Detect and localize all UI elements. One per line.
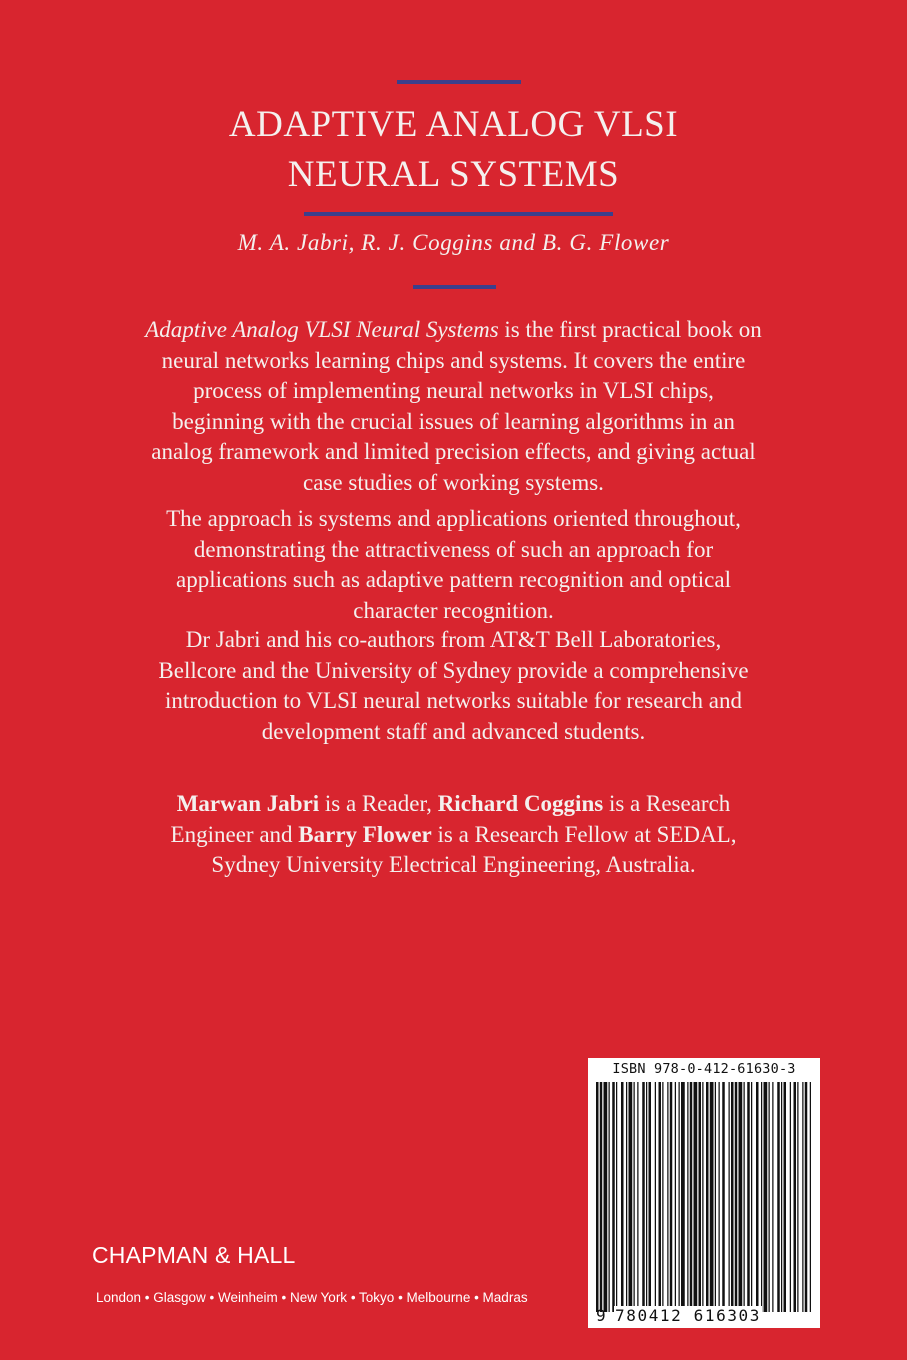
barcode-bar [662, 1082, 663, 1312]
barcode-bar [609, 1082, 610, 1312]
authors: M. A. Jabri, R. J. Coggins and B. G. Flower [237, 230, 670, 255]
barcode-bar [772, 1082, 773, 1312]
authors-rule [413, 285, 496, 289]
barcode-bar [715, 1082, 716, 1312]
barcode-bar [629, 1082, 633, 1312]
barcode-bar [739, 1082, 743, 1312]
barcode-bar [655, 1082, 656, 1312]
barcode-bar [667, 1082, 668, 1312]
barcode-bar [802, 1082, 803, 1312]
barcode-bar [747, 1082, 750, 1312]
barcode-bar [722, 1082, 725, 1312]
book-title-italic: Adaptive Analog VLSI Neural Systems [145, 317, 499, 342]
barcode-bar [729, 1082, 730, 1312]
barcode-bar [690, 1082, 693, 1312]
barcode-bar [699, 1082, 702, 1312]
barcode-bar [642, 1082, 645, 1312]
barcode-bar [781, 1082, 782, 1312]
publisher-name: CHAPMAN & HALL [92, 1242, 296, 1268]
barcode-bars [596, 1082, 812, 1312]
barcode-bar [626, 1082, 627, 1312]
top-rule [397, 80, 521, 84]
barcode-bar [744, 1082, 745, 1312]
title-line-1: ADAPTIVE ANALOG VLSI [228, 104, 679, 145]
barcode-bar [777, 1082, 780, 1312]
description-paragraph-3: Dr Jabri and his co-authors from AT&T Bell Laboratories, Bellcore and the University of Sydney provide a comprehensive introduction to VLSI neural networks suitable for research and development staff and advanced students. [158, 627, 749, 744]
barcode-bar [805, 1082, 808, 1312]
barcode-bar [756, 1082, 759, 1312]
barcode-bar [810, 1082, 811, 1312]
barcode-bar [596, 1082, 599, 1312]
description-paragraph-1: Adaptive Analog VLSI Neural Systems is the first practical book on neural networks learning chips and systems. It covers the entire process of implementing neural networks in VLSI chips, beginning with the crucial issues of learning algorithms in an analog framework and limited precision effects, and giving actual case studies of working systems. [145, 317, 762, 495]
barcode-bar [616, 1082, 617, 1312]
barcode-bar [794, 1082, 797, 1312]
barcode-bar [649, 1082, 652, 1312]
barcode-bar [769, 1082, 770, 1312]
barcode-bar [735, 1082, 738, 1312]
barcode-bar [790, 1082, 791, 1312]
barcode-bar [694, 1082, 698, 1312]
title-line-2: NEURAL SYSTEMS [287, 154, 620, 195]
publisher-cities: London • Glasgow • Weinheim • New York • Tokyo • Melbourne • Madras [96, 1290, 528, 1305]
book-title [0, 100, 907, 200]
barcode-bar [731, 1082, 734, 1312]
barcode-bar [670, 1082, 673, 1312]
barcode-bar [706, 1082, 709, 1312]
barcode-bar [797, 1082, 798, 1312]
barcode-bar [751, 1082, 752, 1312]
barcode-bar [634, 1082, 635, 1312]
isbn-label: ISBN 978-0-412-61630-3 [612, 1061, 796, 1077]
barcode-bar [710, 1082, 714, 1312]
barcode-bar [659, 1082, 662, 1312]
barcode-bar [600, 1082, 603, 1312]
title-rule [304, 212, 613, 216]
barcode-bar [612, 1082, 615, 1312]
barcode-bar [604, 1082, 608, 1312]
barcode-digits-rest: 780412 616303 [615, 1306, 762, 1325]
barcode-first-digit: 9 [596, 1306, 608, 1325]
barcode-bar [761, 1082, 762, 1312]
barcode-bar [637, 1082, 638, 1312]
barcode-bar [687, 1082, 688, 1312]
barcode-bar [679, 1082, 680, 1312]
barcode-bar [621, 1082, 624, 1312]
barcode-bar [646, 1082, 647, 1312]
author-bios: Marwan Jabri is a Reader, Richard Coggins is a Research Engineer and Barry Flower is a Research Fellow at SEDAL, Sydney University Electrical Engineering, Australia. [170, 791, 737, 877]
description-paragraph-2: The approach is systems and applications oriented throughout, demonstrating the attractiveness of such an approach for applications such as adaptive pattern recognition and optical character recognition. [166, 506, 741, 623]
barcode [588, 1058, 820, 1328]
barcode-bar [681, 1082, 685, 1312]
barcode-bar [764, 1082, 768, 1312]
barcode-bar [702, 1082, 703, 1312]
barcode-bar [719, 1082, 720, 1312]
barcode-bar [675, 1082, 676, 1312]
barcode-bar [784, 1082, 787, 1312]
